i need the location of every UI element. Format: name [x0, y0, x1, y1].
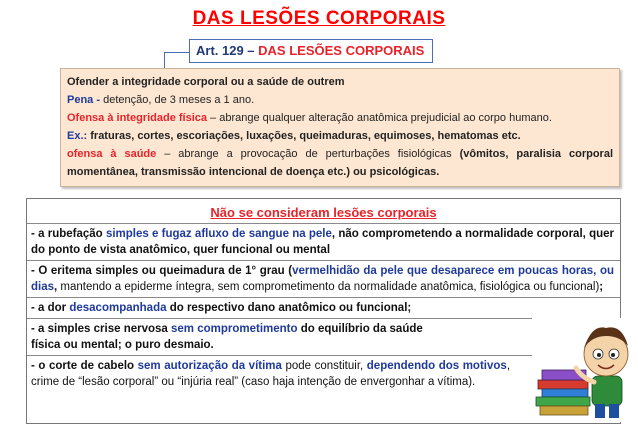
item-text-normal: crime de “lesão corporal” ou “injúria real” (caso haja intenção de envergonhar a vítima). [31, 376, 476, 388]
item-text-normal: , [506, 360, 511, 372]
boy-with-books-illustration [532, 318, 636, 422]
article-name: DAS LESÕES CORPORAIS [258, 43, 425, 58]
article-prefix: Art. 129 – [196, 43, 259, 58]
item-text-normal: mantendo a epiderme íntegra, sem comprometimento da normalidade anatômica, fisiológica ou funcional) [60, 281, 600, 293]
examples-label: Ex.: [67, 130, 88, 142]
physical-offense-text: – abrange qualquer alteração anatômica prejudicial ao corpo humano. [207, 112, 552, 124]
health-offense-bold: (vômitos, paralisia corporal momentânea, transmissão intencional de doença etc.) ou psicológicas. [67, 148, 613, 178]
item-highlight: vermelhidão da pele que desaparece em poucas horas, ou dias [31, 265, 614, 293]
item-highlight: desacompanhada [69, 302, 167, 314]
health-offense-text: – abrange a provocação de perturbações fisiológicas [156, 148, 460, 160]
article-label [189, 39, 433, 63]
item-highlight: sem comprometimento [171, 323, 298, 335]
item-text: do respectivo dano anatômico ou funcional; [166, 302, 412, 314]
item-text: do equilíbrio da saúde [297, 323, 423, 335]
item-text: - o corte de cabelo [31, 360, 138, 372]
page-title: DAS LESÕES CORPORAIS [192, 8, 446, 29]
item-text: , não comprometendo a normalidade corporal, quer do ponto de vista anatômico, quer funcional ou mental [31, 228, 614, 256]
list-item [27, 260, 620, 297]
health-offense-line [67, 145, 613, 181]
physical-offense-label: Ofensa à integridade física [67, 112, 207, 124]
item-text: - a rubefação [31, 228, 106, 240]
item-text: - a dor [31, 302, 70, 314]
item-text: - a simples crise nervosa [31, 323, 171, 335]
list-item [27, 297, 620, 318]
penalty-text: detenção, de 3 meses a 1 ano. [103, 94, 255, 106]
item-text: física ou mental; o puro desmaio. [31, 339, 214, 351]
physical-offense-line [67, 109, 613, 127]
connector-line-vertical [164, 52, 165, 68]
item-highlight: simples e fugaz afluxo de sangue na pele [105, 228, 332, 240]
item-highlight: dependendo dos motivos [366, 360, 507, 372]
item-text: , [54, 281, 61, 293]
examples-line [67, 127, 613, 145]
health-offense-label: ofensa à saúde [67, 148, 157, 160]
item-text: - O eritema simples ou queimadura de 1° grau ( [31, 265, 293, 277]
connector-line [164, 52, 190, 53]
definition-box [60, 68, 620, 187]
crime-definition: Ofender a integridade corporal ou a saúde de outrem [67, 76, 345, 88]
item-text: ; [599, 281, 604, 293]
list-item [27, 223, 620, 260]
not-injuries-heading: Não se consideram lesões corporais [210, 205, 437, 220]
item-text-normal: pode constituir, [281, 360, 367, 372]
examples-text: fraturas, cortes, escoriações, luxações, queimaduras, equimoses, hematomas etc. [87, 130, 521, 142]
penalty-label: Pena - [67, 94, 104, 106]
item-highlight: sem autorização da vítima [137, 360, 282, 372]
penalty-line [67, 91, 613, 109]
